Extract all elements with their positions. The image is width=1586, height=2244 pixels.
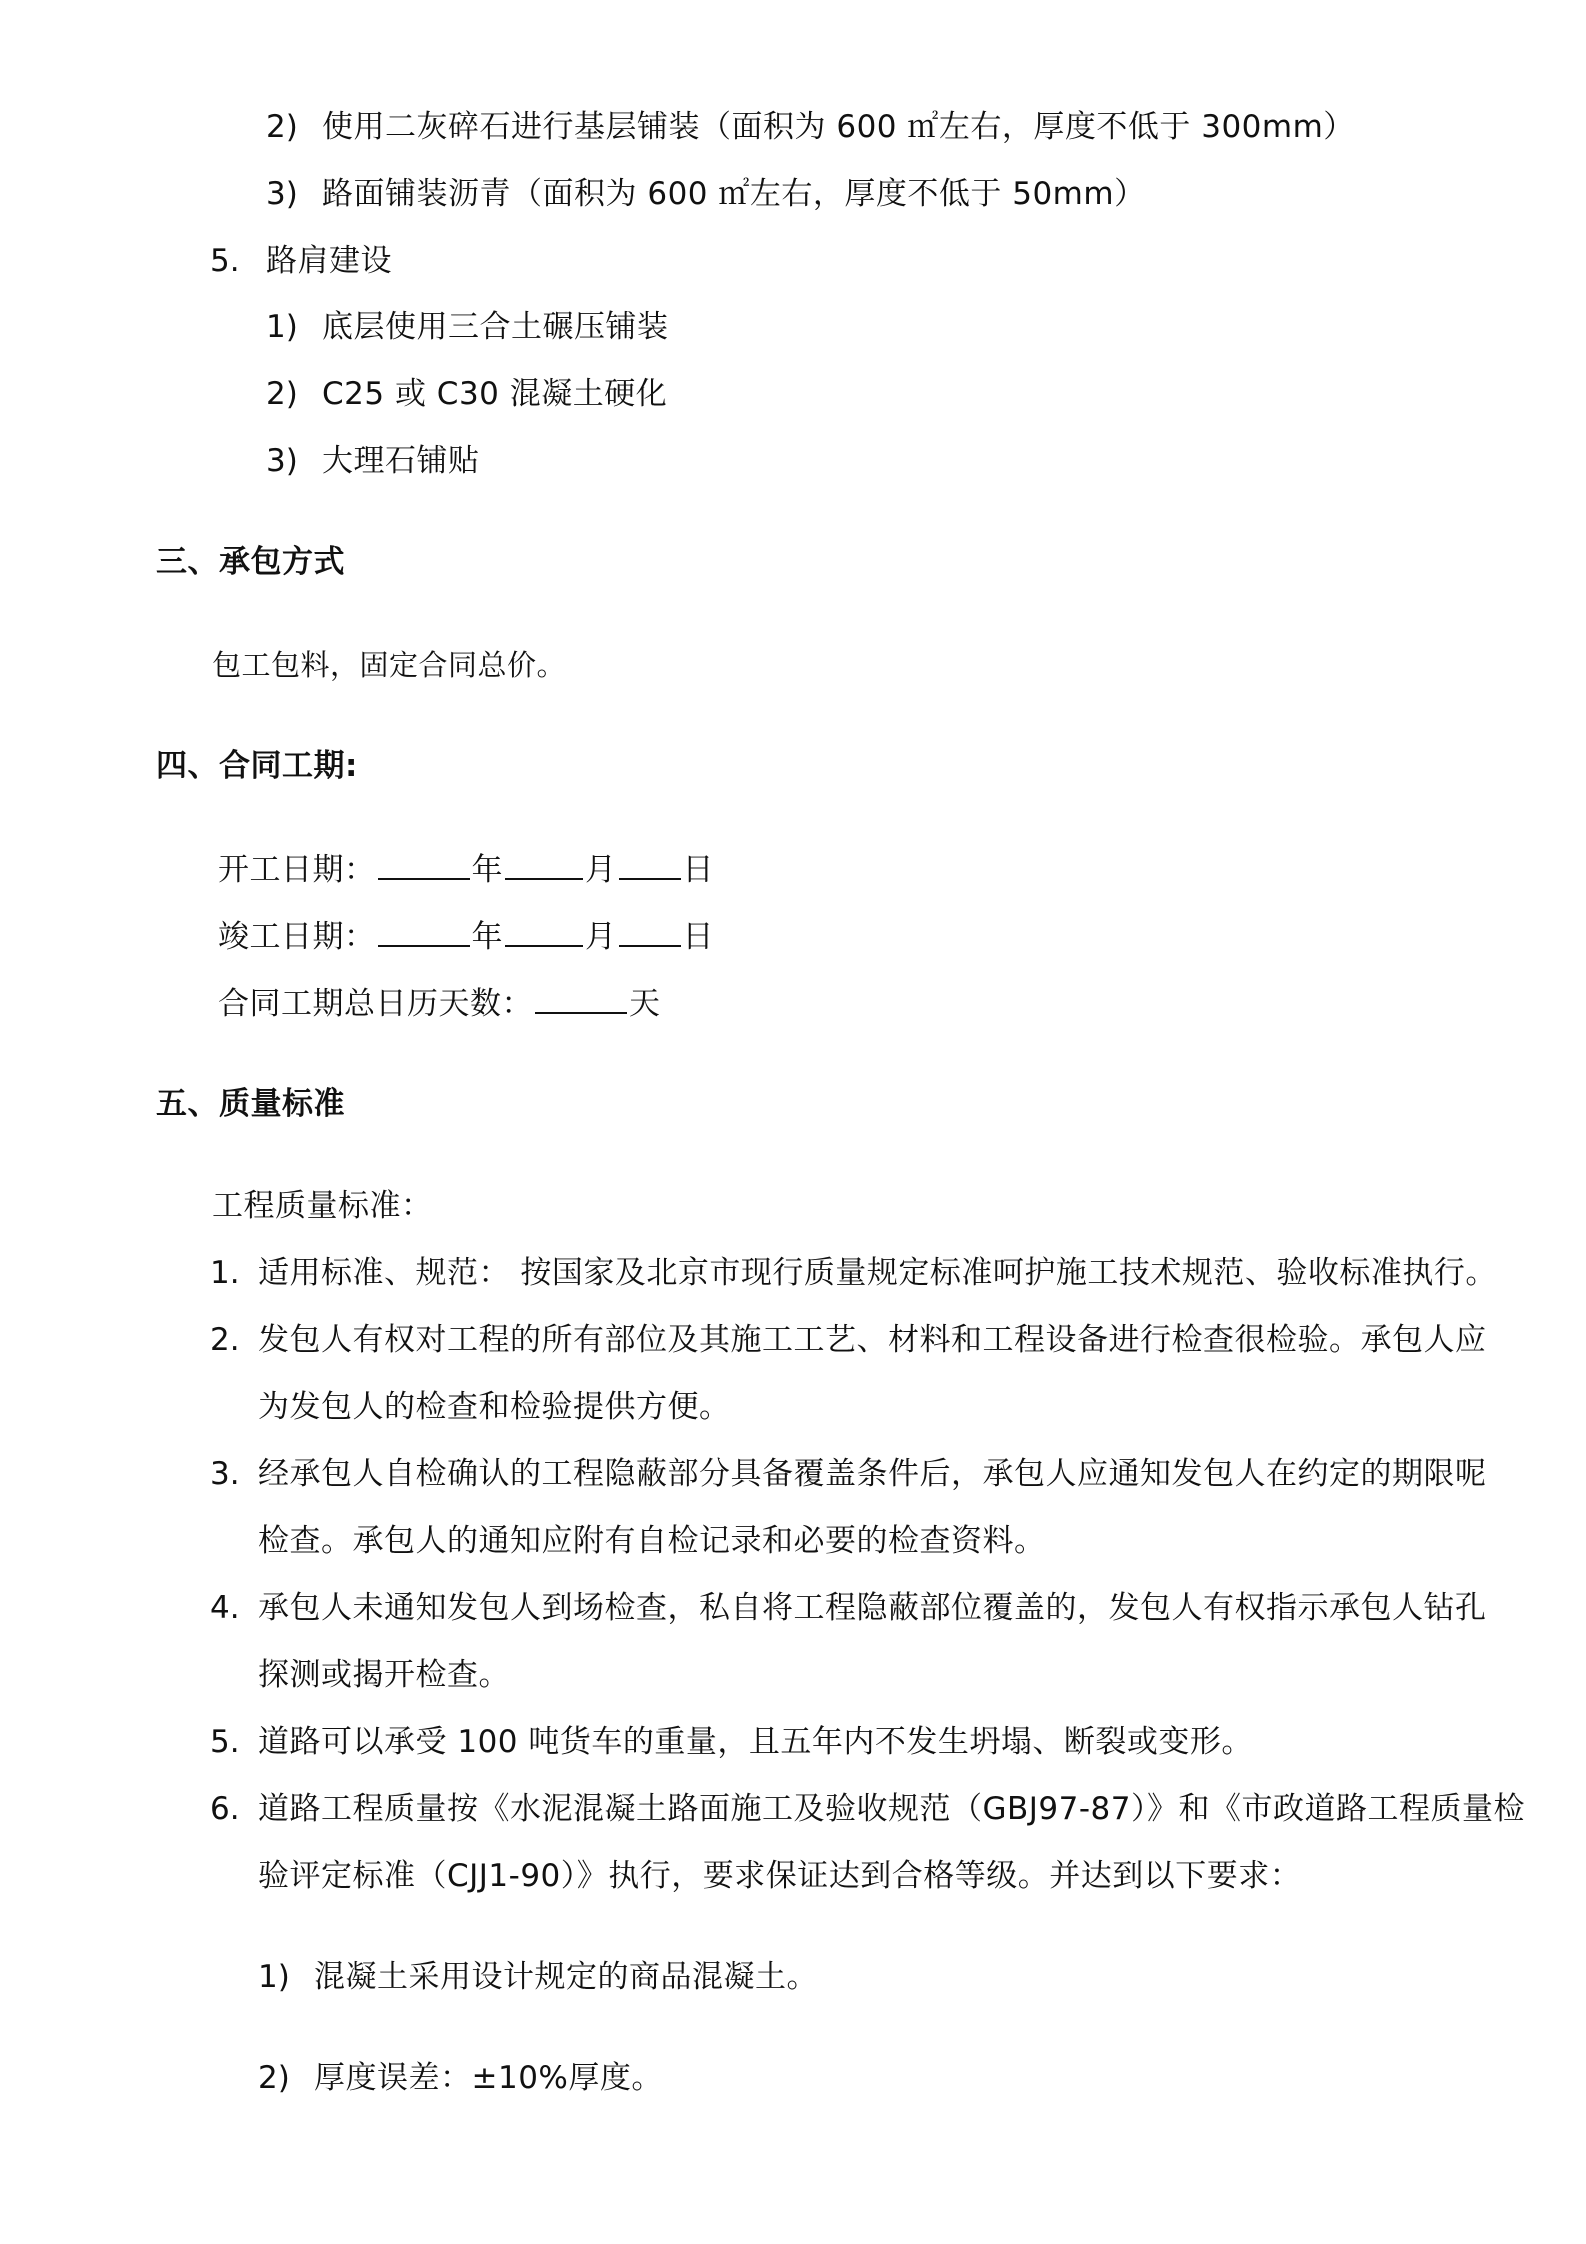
list-item-continuation: 检查。承包人的通知应附有自检记录和必要的检查资料。 — [258, 1523, 1046, 1559]
total-days-label: 合同工期总日历天数： — [218, 986, 533, 1022]
list-item: 底层使用三合土碾压铺装 — [322, 309, 669, 345]
list-marker: 2) — [258, 2060, 290, 2096]
section-heading: 五、质量标准 — [156, 1086, 345, 1122]
total-days-row — [218, 982, 661, 1024]
year-blank[interactable] — [378, 915, 470, 947]
days-blank[interactable] — [535, 982, 627, 1014]
section-body: 包工包料，固定合同总价。 — [212, 648, 567, 682]
list-item: 经承包人自检确认的工程隐蔽部分具备覆盖条件后，承包人应通知发包人在约定的期限呢 — [258, 1456, 1487, 1492]
list-marker: 5. — [210, 1724, 240, 1760]
year-blank[interactable] — [378, 848, 470, 880]
section-heading: 四、合同工期: — [156, 748, 358, 784]
end-date-row — [218, 915, 714, 957]
list-item-continuation: 验评定标准（CJJ1-90）》执行，要求保证达到合格等级。并达到以下要求： — [258, 1858, 1302, 1894]
list-marker: 4. — [210, 1590, 240, 1626]
day-blank[interactable] — [619, 848, 681, 880]
start-date-row — [218, 848, 714, 890]
list-marker: 2) — [266, 376, 298, 412]
list-marker: 3) — [266, 176, 298, 212]
list-item: 发包人有权对工程的所有部位及其施工工艺、材料和工程设备进行检查很检验。承包人应 — [258, 1322, 1487, 1358]
list-marker: 1) — [266, 309, 298, 345]
list-item: C25 或 C30 混凝土硬化 — [322, 376, 668, 412]
section-heading: 三、承包方式 — [156, 544, 345, 580]
list-marker: 5. — [210, 243, 240, 279]
month-blank[interactable] — [505, 915, 583, 947]
day-label: 日 — [682, 919, 714, 955]
list-item: 使用二灰碎石进行基层铺装（面积为 600 ㎡左右，厚度不低于 300mm） — [322, 109, 1355, 145]
month-blank[interactable] — [505, 848, 583, 880]
list-item: 混凝土采用设计规定的商品混凝土。 — [314, 1959, 818, 1995]
list-item: 大理石铺贴 — [322, 443, 480, 479]
month-label: 月 — [585, 852, 617, 888]
end-date-label: 竣工日期： — [218, 919, 376, 955]
list-item: 路面铺装沥青（面积为 600 ㎡左右，厚度不低于 50mm） — [322, 176, 1146, 212]
start-date-label: 开工日期： — [218, 852, 376, 888]
list-marker: 3) — [266, 443, 298, 479]
list-item-continuation: 探测或揭开检查。 — [258, 1657, 510, 1693]
list-item: 承包人未通知发包人到场检查，私自将工程隐蔽部位覆盖的，发包人有权指示承包人钻孔 — [258, 1590, 1487, 1626]
year-label: 年 — [471, 852, 503, 888]
list-marker: 6. — [210, 1791, 240, 1827]
year-label: 年 — [471, 919, 503, 955]
shoulder-title: 路肩建设 — [266, 243, 392, 279]
list-item-continuation: 为发包人的检查和检验提供方便。 — [258, 1389, 731, 1425]
list-marker: 2) — [266, 109, 298, 145]
list-marker: 2. — [210, 1322, 240, 1358]
month-label: 月 — [585, 919, 617, 955]
list-item: 道路工程质量按《水泥混凝土路面施工及验收规范（GBJ97-87）》和《市政道路工程质量检 — [258, 1791, 1526, 1827]
days-unit: 天 — [629, 986, 661, 1022]
list-item: 厚度误差：±10%厚度。 — [314, 2060, 663, 2096]
day-label: 日 — [682, 852, 714, 888]
section-intro: 工程质量标准： — [212, 1188, 433, 1224]
list-item: 道路可以承受 100 吨货车的重量，且五年内不发生坍塌、断裂或变形。 — [258, 1724, 1253, 1760]
day-blank[interactable] — [619, 915, 681, 947]
list-marker: 1) — [258, 1959, 290, 1995]
list-marker: 1. — [210, 1255, 240, 1291]
list-item: 适用标准、规范： 按国家及北京市现行质量规定标准呵护施工技术规范、验收标准执行。 — [258, 1255, 1497, 1291]
list-marker: 3. — [210, 1456, 240, 1492]
